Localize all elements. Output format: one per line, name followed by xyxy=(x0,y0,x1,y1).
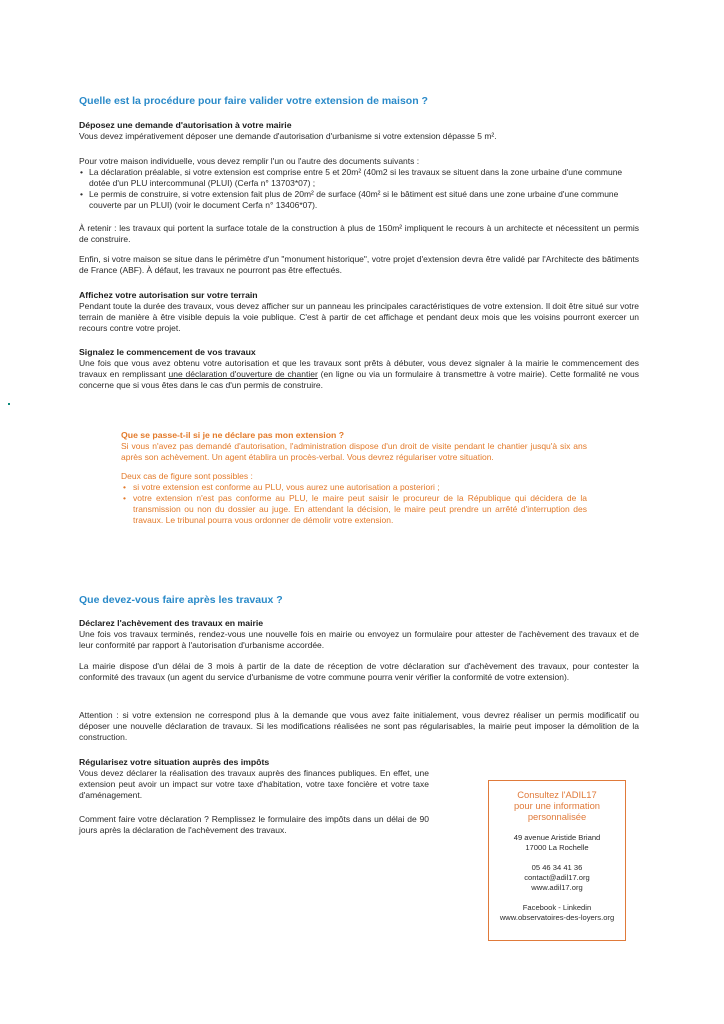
contact-title-line: personnalisée xyxy=(527,811,587,822)
signalez-text-after: (en ligne ou via un formulaire à transmettre à votre mairie). Cette formalité ne vous concerne que si vous êtes dans le cas d'un permis de construire. xyxy=(79,369,639,390)
contact-website[interactable]: www.adil17.org xyxy=(531,883,583,892)
callout-non-declaration xyxy=(121,430,587,526)
contact-title-line: pour une information xyxy=(514,800,600,811)
contact-address-city: 17000 La Rochelle xyxy=(525,843,589,852)
list-item-text: Le permis de construire, si votre extension fait plus de 20m² de surface (40m² si le bâtiment est situé dans une zone urbaine d'une commune couverte par un PLUI) (voir le document Cerfa n° 13406*07). xyxy=(89,189,619,210)
callout-paragraph-1: Si vous n'avez pas demandé d'autorisation, l'administration dispose d'un droit de visite pendant le chantier jusqu'à six ans après son achèvement. Un agent établira un procès-verbal. Vous devrez régulariser votre situation. xyxy=(121,441,587,462)
callout-paragraph-2: Deux cas de figure sont possibles : xyxy=(121,471,253,481)
paragraph-declarez-1: Une fois vos travaux terminés, rendez-vous une nouvelle fois en mairie ou envoyez un formulaire pour attester de l'achèvement des travaux et de leur conformité par rapport à l'autorisation d'urbanisme accordée. xyxy=(79,629,639,650)
bullet-icon: • xyxy=(123,493,126,503)
declaration-ouverture-chantier-link[interactable]: une déclaration d'ouverture de chantier xyxy=(168,369,318,379)
heading-regularisez: Régularisez votre situation auprès des impôts xyxy=(79,757,270,767)
bullet-icon: • xyxy=(123,482,126,492)
list-item xyxy=(79,189,639,211)
section-title-procedure: Quelle est la procédure pour faire valider votre extension de maison ? xyxy=(79,95,428,107)
heading-deposez: Déposez une demande d'autorisation à votre mairie xyxy=(79,120,292,130)
list-item-text: si votre extension est conforme au PLU, vous aurez une autorisation a posteriori ; xyxy=(133,482,440,492)
paragraph-regularisez-2: Comment faire votre déclaration ? Remplissez le formulaire des impôts dans un délai de 90 jours après la déclaration de l'achèvement des travaux. xyxy=(79,814,429,835)
callout-list xyxy=(121,482,587,526)
paragraph-declarez-attention: Attention : si votre extension ne correspond plus à la demande que vous avez faite initialement, vous devrez réaliser un permis modificatif ou déposer une nouvelle déclaration de travaux. Si les modifications réalisées ne sont pas régularisables, la mairie peut imposer la démolition de la construction. xyxy=(79,710,639,742)
paragraph-declarez-2: La mairie dispose d'un délai de 3 mois à partir de la date de réception de votre déclaration sur d'achèvement des travaux, pour contester la conformité des travaux (un agent du service d'urbanisme de votre commune pourra venir vérifier la conformité de votre extension). xyxy=(79,661,639,682)
section-title-apres-travaux: Que devez-vous faire après les travaux ? xyxy=(79,594,283,606)
paragraph-regularisez-1: Vous devez déclarer la réalisation des travaux auprès des finances publiques. En effet, une extension peut avoir un impact sur votre taxe d'habitation, votre taxe foncière et votre taxe d'aménagement. xyxy=(79,768,429,800)
margin-mark xyxy=(8,403,10,405)
list-item-text: votre extension n'est pas conforme au PLU, le maire peut saisir le procureur de la République qui décidera de la transmission ou non du dossier au juge. En attendant la décision, le maire peut prendre un arrêté d'interruption des travaux. Le tribunal pourra vous ordonner de démolir votre extension. xyxy=(133,493,587,525)
list-item xyxy=(121,482,587,493)
paragraph-affichez: Pendant toute la durée des travaux, vous devez afficher sur un panneau les principales caractéristiques de votre extension. Il doit être situé sur votre terrain de manière à être visible depuis la voie publique. C'est à partir de cet affichage et pendant deux mois que les voisins pourront exercer un recours contre votre projet. xyxy=(79,301,639,333)
paragraph-deposez-2: Pour votre maison individuelle, vous devez remplir l'un ou l'autre des documents suivants : xyxy=(79,156,420,166)
list-item xyxy=(121,493,587,526)
paragraph-monument-historique: Enfin, si votre maison se situe dans le périmètre d'un "monument historique", votre projet d'extension devra être validé par l'Architecte des bâtiments de France (ABF). À défaut, les travaux ne pourront pas être effectués. xyxy=(79,254,639,275)
observatoire-website[interactable]: www.observatoires-des-loyers.org xyxy=(499,913,615,922)
contact-title-line: Consultez l'ADIL17 xyxy=(517,789,597,800)
paragraph-deposez-1: Vous devez impérativement déposer une demande d'autorisation d'urbanisme si votre extension dépasse 5 m². xyxy=(79,131,497,141)
contact-social[interactable]: Facebook - Linkedin xyxy=(522,903,592,912)
signalez-text-before: Une fois que vous avez obtenu votre autorisation et que les travaux sont prêts à débuter, vous devez signaler à la mairie le commencement des travaux en remplissant xyxy=(79,358,639,379)
heading-signalez: Signalez le commencement de vos travaux xyxy=(79,347,256,357)
contact-title xyxy=(489,789,625,822)
contact-address-street: 49 avenue Aristide Briand xyxy=(513,833,601,842)
paragraph-signalez xyxy=(79,358,639,391)
contact-email[interactable]: contact@adil17.org xyxy=(524,873,590,882)
paragraph-a-retenir: À retenir : les travaux qui portent la surface totale de la construction à plus de 150m² impliquent le recours à un architecte et nécessitent un permis de construire. xyxy=(79,223,639,244)
bullet-icon: • xyxy=(80,167,83,177)
callout-title: Que se passe-t-il si je ne déclare pas mon extension ? xyxy=(121,430,345,440)
list-item xyxy=(79,167,639,189)
heading-affichez: Affichez votre autorisation sur votre terrain xyxy=(79,290,258,300)
adil17-contact-box xyxy=(488,780,626,941)
heading-declarez: Déclarez l'achèvement des travaux en mairie xyxy=(79,618,264,628)
documents-list xyxy=(79,167,639,211)
bullet-icon: • xyxy=(80,189,83,199)
contact-phone[interactable]: 05 46 34 41 36 xyxy=(531,863,583,872)
list-item-text: La déclaration préalable, si votre extension est comprise entre 5 et 20m² (40m2 si les travaux se situent dans la zone urbaine d'une commune dotée d'un PLU intercommunal (PLUI) (Cerfa n° 13703*07) ; xyxy=(89,167,623,188)
